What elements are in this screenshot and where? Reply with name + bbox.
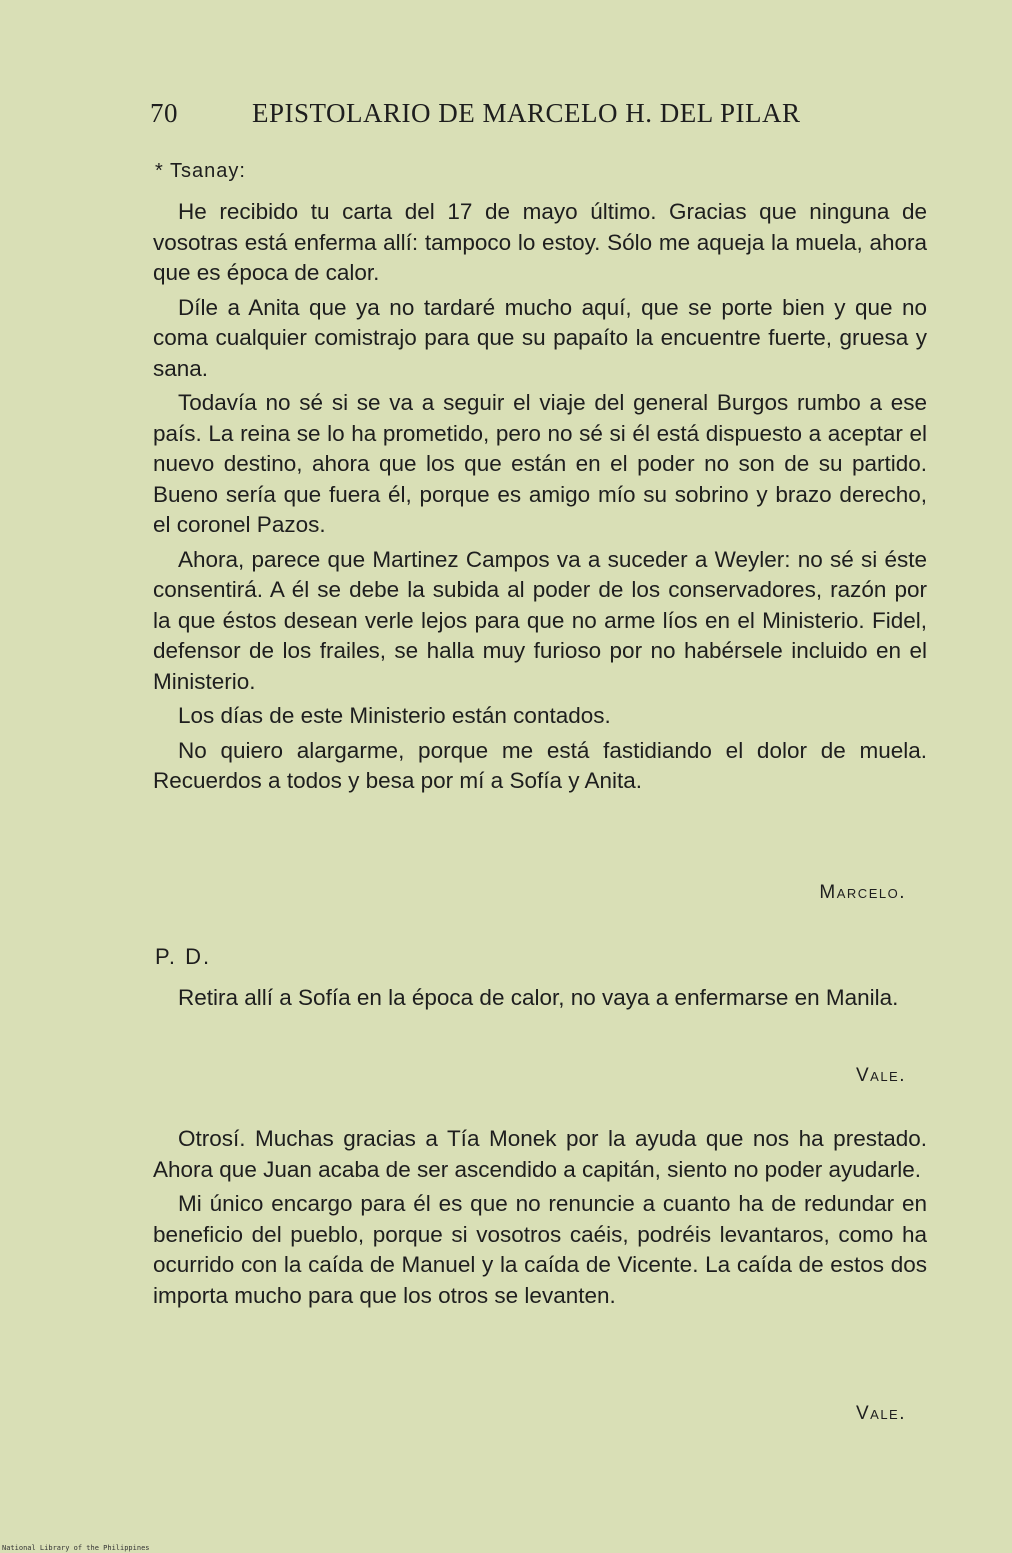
paragraph: Ahora, parece que Martinez Campos va a suceder a Weyler: no sé si éste consentirá. A él se debe la subida al poder de los conservadores, razón por la que éstos desean verle lejos para que no arme líos en el Ministerio. Fidel, defensor de los frailes, se halla muy furioso por no habérsele incluido en el Ministerio. [153, 546, 927, 694]
page-number: 70 [150, 98, 178, 128]
paragraph: Todavía no sé si se va a seguir el viaje del general Burgos rumbo a ese país. La reina se lo ha prometido, pero no sé si él está dispuesto a aceptar el nuevo destino, ahora que los que están en el poder no son de su partido. Bueno sería que fuera él, porque es amigo mío su sobrino y brazo derecho, el coronel Pazos. [153, 390, 927, 537]
postscript-closing: Vale. [855, 1065, 906, 1086]
postscript-body [153, 983, 927, 1014]
paragraph: Mi único encargo para él es que no renuncie a cuanto ha de redundar en beneficio del pueblo, porque si vosotros caéis, podréis levantaros, como ha ocurrido con la caída de Manuel y la caída de Vicente. La caída de estos dos importa mucho para que los otros se levanten. [153, 1191, 927, 1308]
paragraph: Retira allí a Sofía en la época de calor, no vaya a enfermarse en Manila. [178, 985, 899, 1010]
letter-body [153, 197, 927, 797]
paragraph: He recibido tu carta del 17 de mayo último. Gracias que ninguna de vosotras está enferma allí: tampoco lo estoy. Sólo me aqueja la muela, ahora que es época de calor. [153, 199, 927, 285]
otrosi-closing: Vale. [855, 1403, 906, 1424]
paragraph: Los días de este Ministerio están contados. [178, 703, 611, 728]
otrosi-body [153, 1124, 927, 1311]
running-header [150, 98, 870, 129]
library-footer: National Library of the Philippines [2, 1544, 150, 1552]
running-title: EPISTOLARIO DE MARCELO H. DEL PILAR [252, 98, 801, 128]
paragraph: No quiero alargarme, porque me está fastidiando el dolor de muela. Recuerdos a todos y besa por mí a Sofía y Anita. [153, 737, 927, 793]
paragraph: Díle a Anita que ya no tardaré mucho aquí, que se porte bien y que no coma cualquier comistrajo para que su papaíto la encuentre fuerte, gruesa y sana. [153, 294, 927, 381]
postscript-label: P. D. [155, 944, 212, 969]
signature: Marcelo. [819, 882, 906, 903]
salutation: * Tsanay: [155, 160, 246, 182]
paragraph: Otrosí. Muchas gracias a Tía Monek por la ayuda que nos ha prestado. Ahora que Juan acaba de ser ascendido a capitán, siento no poder ayudarle. [153, 1126, 927, 1182]
